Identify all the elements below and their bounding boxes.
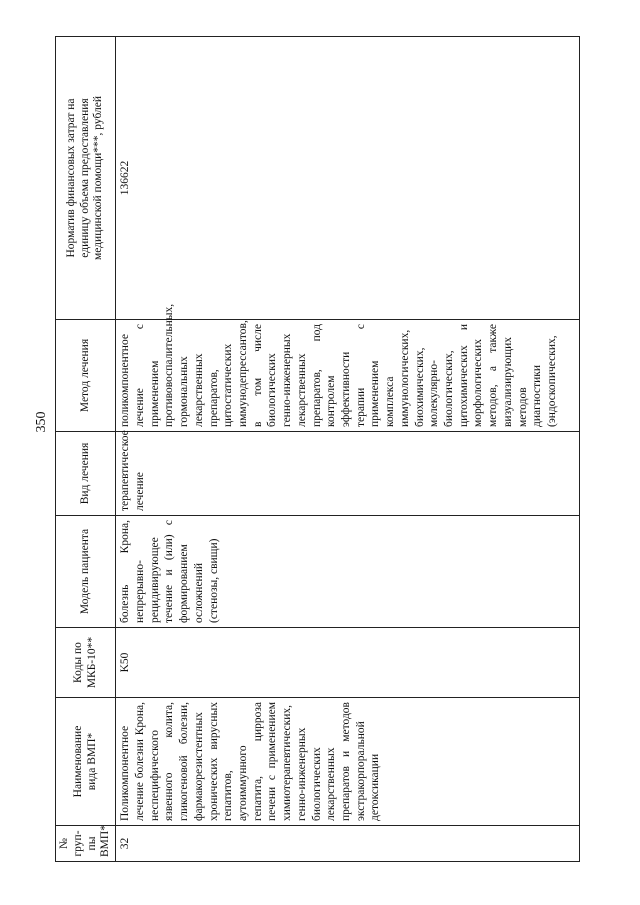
- cell-vmp-name: Поликомпонентное лечение болезни Крона, неспецифического язвенного колита, гликогеновой болезни, фармакорезистентных хронических вирусных гепатитов, аутоиммунного гепатита, цирроза печени с применением химиотерапевтических, генно-инженерных биологических лекарственных препаратов и методов экстракорпоральной детоксикации: [116, 698, 580, 826]
- header-treatment-method: Метод лечения: [56, 320, 116, 432]
- header-treatment-type: Вид лечения: [56, 432, 116, 516]
- cell-group-number: 32: [116, 826, 580, 862]
- header-group-number: № груп- пы ВМП*: [56, 826, 116, 862]
- cell-financial-norm: 136622: [116, 37, 580, 320]
- cell-treatment-type: терапевтическое лечение: [116, 432, 580, 516]
- cell-icd-codes: K50: [116, 628, 580, 698]
- cell-treatment-method: поликомпонентное лечение с применением противовоспалительных, гормональных лекарственных препаратов, цитостатических иммунодепрессантов, в том числе биологических генно-инженерных лекарственных препаратов, под контролем эффективности терапии с применением комплекса иммунологических, биохимических, молекулярно-биологических, цитохимических и морфологических методов, а также визуализирующих методов диагностики (эндоскопических,: [116, 320, 580, 432]
- rotated-table-layer: [55, 37, 580, 862]
- page-number: 350: [34, 411, 49, 433]
- header-financial-norm: Норматив финансовых затрат на единицу объема предоставления медицинской помощи***, рублей: [56, 37, 116, 320]
- vmp-table: [55, 36, 580, 862]
- header-vmp-name: Наименование вида ВМП*: [56, 698, 116, 826]
- table-header-row: [56, 37, 116, 862]
- table-container: [55, 37, 580, 862]
- cell-patient-model: болезнь Крона, непрерывно-рецидивирующее течение и (или) с формированием осложнений (стенозы, свищи): [116, 516, 580, 628]
- header-icd-codes: Коды по МКБ-10**: [56, 628, 116, 698]
- header-patient-model: Модель пациента: [56, 516, 116, 628]
- table-row: [116, 37, 580, 862]
